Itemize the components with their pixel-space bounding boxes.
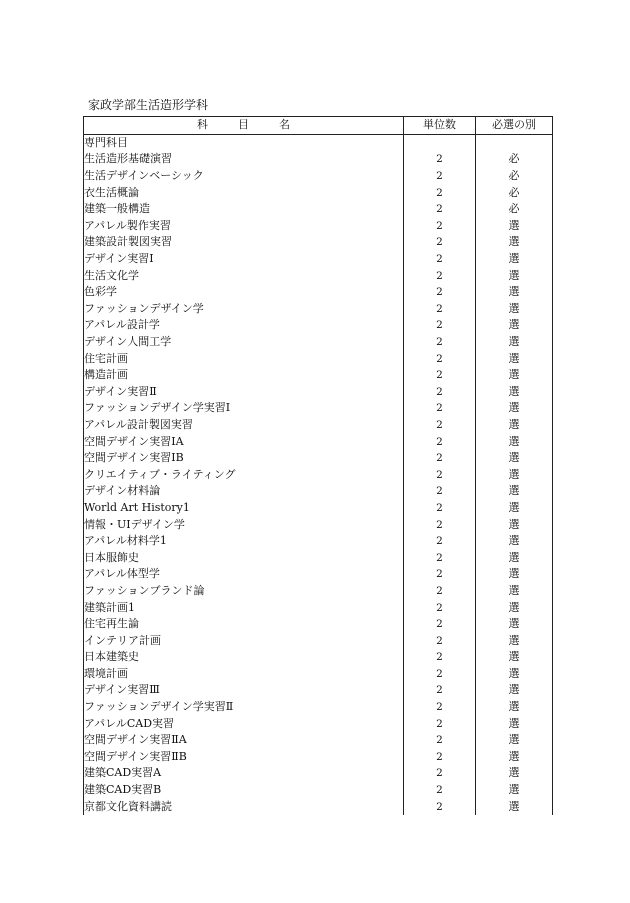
course-units-cell: 2 <box>404 450 476 467</box>
course-units-cell: 2 <box>404 218 476 235</box>
table-row <box>84 749 553 766</box>
course-name-cell: 空間デザイン実習ⅡB <box>84 749 404 766</box>
course-units-cell: 2 <box>404 749 476 766</box>
course-name-cell: 生活文化学 <box>84 267 404 284</box>
course-name-cell: アパレル製作実習 <box>84 218 404 235</box>
course-units-cell: 2 <box>404 666 476 683</box>
course-units-cell: 2 <box>404 616 476 633</box>
course-name-cell: ファッションブランド論 <box>84 583 404 600</box>
table-row <box>84 715 553 732</box>
course-requirement-cell: 選 <box>476 798 553 815</box>
table-row <box>84 251 553 268</box>
table-row <box>84 466 553 483</box>
table-row <box>84 782 553 799</box>
course-units-cell: 2 <box>404 384 476 401</box>
course-name-cell: 建築計画1 <box>84 599 404 616</box>
course-units-cell: 2 <box>404 284 476 301</box>
course-requirement-cell: 選 <box>476 483 553 500</box>
course-requirement-cell: 選 <box>476 367 553 384</box>
course-name-cell: デザイン材料論 <box>84 483 404 500</box>
section-units-empty <box>404 134 476 151</box>
table-row <box>84 301 553 318</box>
course-requirement-cell: 必 <box>476 168 553 185</box>
course-units-cell: 2 <box>404 151 476 168</box>
course-requirement-cell: 必 <box>476 184 553 201</box>
table-row <box>84 184 553 201</box>
table-row <box>84 533 553 550</box>
course-requirement-cell: 選 <box>476 450 553 467</box>
table-row <box>84 317 553 334</box>
course-units-cell: 2 <box>404 267 476 284</box>
course-units-cell: 2 <box>404 566 476 583</box>
table-row <box>84 234 553 251</box>
course-name-cell: 色彩学 <box>84 284 404 301</box>
course-units-cell: 2 <box>404 350 476 367</box>
course-requirement-cell: 選 <box>476 549 553 566</box>
course-requirement-cell: 選 <box>476 301 553 318</box>
course-requirement-cell: 選 <box>476 715 553 732</box>
course-units-cell: 2 <box>404 583 476 600</box>
course-units-cell: 2 <box>404 400 476 417</box>
course-name-cell: ファッションデザイン学 <box>84 301 404 318</box>
course-requirement-cell: 選 <box>476 732 553 749</box>
course-units-cell: 2 <box>404 301 476 318</box>
course-name-cell: アパレル設計製図実習 <box>84 417 404 434</box>
course-name-cell: インテリア計画 <box>84 632 404 649</box>
course-requirement-cell: 選 <box>476 500 553 517</box>
course-requirement-cell: 選 <box>476 350 553 367</box>
course-units-cell: 2 <box>404 715 476 732</box>
course-units-cell: 2 <box>404 632 476 649</box>
table-row <box>84 483 553 500</box>
table-row <box>84 334 553 351</box>
table-row <box>84 732 553 749</box>
course-units-cell: 2 <box>404 599 476 616</box>
course-requirement-cell: 選 <box>476 433 553 450</box>
course-name-cell: 日本建築史 <box>84 649 404 666</box>
course-requirement-cell: 選 <box>476 334 553 351</box>
course-units-cell: 2 <box>404 500 476 517</box>
course-requirement-cell: 選 <box>476 234 553 251</box>
table-row <box>84 218 553 235</box>
table-row <box>84 798 553 815</box>
course-units-cell: 2 <box>404 168 476 185</box>
course-units-cell: 2 <box>404 549 476 566</box>
course-units-cell: 2 <box>404 699 476 716</box>
course-units-cell: 2 <box>404 201 476 218</box>
course-units-cell: 2 <box>404 483 476 500</box>
course-units-cell: 2 <box>404 317 476 334</box>
table-row <box>84 284 553 301</box>
course-units-cell: 2 <box>404 765 476 782</box>
course-requirement-cell: 選 <box>476 251 553 268</box>
course-requirement-cell: 選 <box>476 516 553 533</box>
course-name-cell: アパレル体型学 <box>84 566 404 583</box>
table-row <box>84 450 553 467</box>
course-units-cell: 2 <box>404 516 476 533</box>
course-name-cell: アパレルCAD実習 <box>84 715 404 732</box>
table-row <box>84 400 553 417</box>
header-units: 単位数 <box>404 117 476 135</box>
course-name-cell: デザイン実習Ⅱ <box>84 384 404 401</box>
course-requirement-cell: 選 <box>476 317 553 334</box>
course-requirement-cell: 選 <box>476 649 553 666</box>
table-row <box>84 599 553 616</box>
section-row <box>84 134 553 151</box>
course-name-cell: 京都文化資料講読 <box>84 798 404 815</box>
course-name-cell: 環境計画 <box>84 666 404 683</box>
table-row <box>84 632 553 649</box>
course-requirement-cell: 選 <box>476 417 553 434</box>
course-requirement-cell: 選 <box>476 599 553 616</box>
course-requirement-cell: 選 <box>476 466 553 483</box>
course-units-cell: 2 <box>404 782 476 799</box>
document-caption: 家政学部生活造形学科 <box>88 98 209 112</box>
table-header-row <box>84 117 553 135</box>
course-name-cell: 構造計画 <box>84 367 404 384</box>
course-units-cell: 2 <box>404 367 476 384</box>
table-row <box>84 682 553 699</box>
table-row <box>84 566 553 583</box>
course-requirement-cell: 選 <box>476 566 553 583</box>
course-units-cell: 2 <box>404 433 476 450</box>
course-requirement-cell: 選 <box>476 765 553 782</box>
table-row <box>84 151 553 168</box>
course-units-cell: 2 <box>404 649 476 666</box>
course-name-cell: 建築CAD実習A <box>84 765 404 782</box>
table-row <box>84 616 553 633</box>
header-char-3: 名 <box>279 118 290 132</box>
table-row <box>84 168 553 185</box>
course-units-cell: 2 <box>404 533 476 550</box>
course-name-cell: 建築設計製図実習 <box>84 234 404 251</box>
course-units-cell: 2 <box>404 732 476 749</box>
course-name-cell: 空間デザイン実習ⅠB <box>84 450 404 467</box>
course-requirement-cell: 選 <box>476 384 553 401</box>
course-name-cell: デザイン実習Ⅲ <box>84 682 404 699</box>
table-row <box>84 500 553 517</box>
table-row <box>84 765 553 782</box>
course-name-cell: 生活造形基礎演習 <box>84 151 404 168</box>
header-course-name <box>84 117 404 135</box>
course-units-cell: 2 <box>404 251 476 268</box>
section-label: 専門科目 <box>84 134 404 151</box>
course-units-cell: 2 <box>404 334 476 351</box>
course-name-cell: クリエイティブ・ライティング <box>84 466 404 483</box>
course-name-cell: ファッションデザイン学実習Ⅰ <box>84 400 404 417</box>
table-row <box>84 549 553 566</box>
course-requirement-cell: 選 <box>476 666 553 683</box>
course-units-cell: 2 <box>404 682 476 699</box>
course-name-cell: 空間デザイン実習ⅡA <box>84 732 404 749</box>
table-row <box>84 666 553 683</box>
course-requirement-cell: 必 <box>476 151 553 168</box>
table-row <box>84 384 553 401</box>
course-requirement-cell: 選 <box>476 616 553 633</box>
course-units-cell: 2 <box>404 417 476 434</box>
course-name-cell: 建築一般構造 <box>84 201 404 218</box>
table-row <box>84 699 553 716</box>
course-name-cell: 日本服飾史 <box>84 549 404 566</box>
course-requirement-cell: 選 <box>476 583 553 600</box>
table-row <box>84 516 553 533</box>
course-name-cell: ファッションデザイン学実習Ⅱ <box>84 699 404 716</box>
course-table <box>83 116 553 815</box>
course-requirement-cell: 選 <box>476 632 553 649</box>
course-name-cell: デザイン人間工学 <box>84 334 404 351</box>
course-requirement-cell: 選 <box>476 400 553 417</box>
course-requirement-cell: 選 <box>476 218 553 235</box>
table-row <box>84 267 553 284</box>
course-name-cell: 情報・UIデザイン学 <box>84 516 404 533</box>
course-requirement-cell: 選 <box>476 699 553 716</box>
course-units-cell: 2 <box>404 234 476 251</box>
header-char-1: 科 <box>197 118 208 132</box>
course-requirement-cell: 選 <box>476 267 553 284</box>
course-requirement-cell: 選 <box>476 284 553 301</box>
course-name-cell: World Art History1 <box>84 500 404 517</box>
course-name-cell: 衣生活概論 <box>84 184 404 201</box>
course-units-cell: 2 <box>404 184 476 201</box>
course-name-cell: 空間デザイン実習ⅠA <box>84 433 404 450</box>
course-name-cell: 住宅再生論 <box>84 616 404 633</box>
course-units-cell: 2 <box>404 466 476 483</box>
table-row <box>84 367 553 384</box>
table-row <box>84 649 553 666</box>
course-requirement-cell: 選 <box>476 533 553 550</box>
table-row <box>84 433 553 450</box>
table-row <box>84 583 553 600</box>
course-name-cell: アパレル材料学1 <box>84 533 404 550</box>
course-requirement-cell: 必 <box>476 201 553 218</box>
course-name-cell: 住宅計画 <box>84 350 404 367</box>
course-requirement-cell: 選 <box>476 749 553 766</box>
course-requirement-cell: 選 <box>476 782 553 799</box>
course-name-cell: デザイン実習Ⅰ <box>84 251 404 268</box>
course-name-cell: アパレル設計学 <box>84 317 404 334</box>
course-requirement-cell: 選 <box>476 682 553 699</box>
table-row <box>84 350 553 367</box>
header-char-2: 目 <box>238 118 249 132</box>
table-row <box>84 417 553 434</box>
header-requirement: 必選の別 <box>476 117 553 135</box>
course-units-cell: 2 <box>404 798 476 815</box>
table-row <box>84 201 553 218</box>
course-name-cell: 生活デザインベーシック <box>84 168 404 185</box>
course-name-cell: 建築CAD実習B <box>84 782 404 799</box>
section-req-empty <box>476 134 553 151</box>
